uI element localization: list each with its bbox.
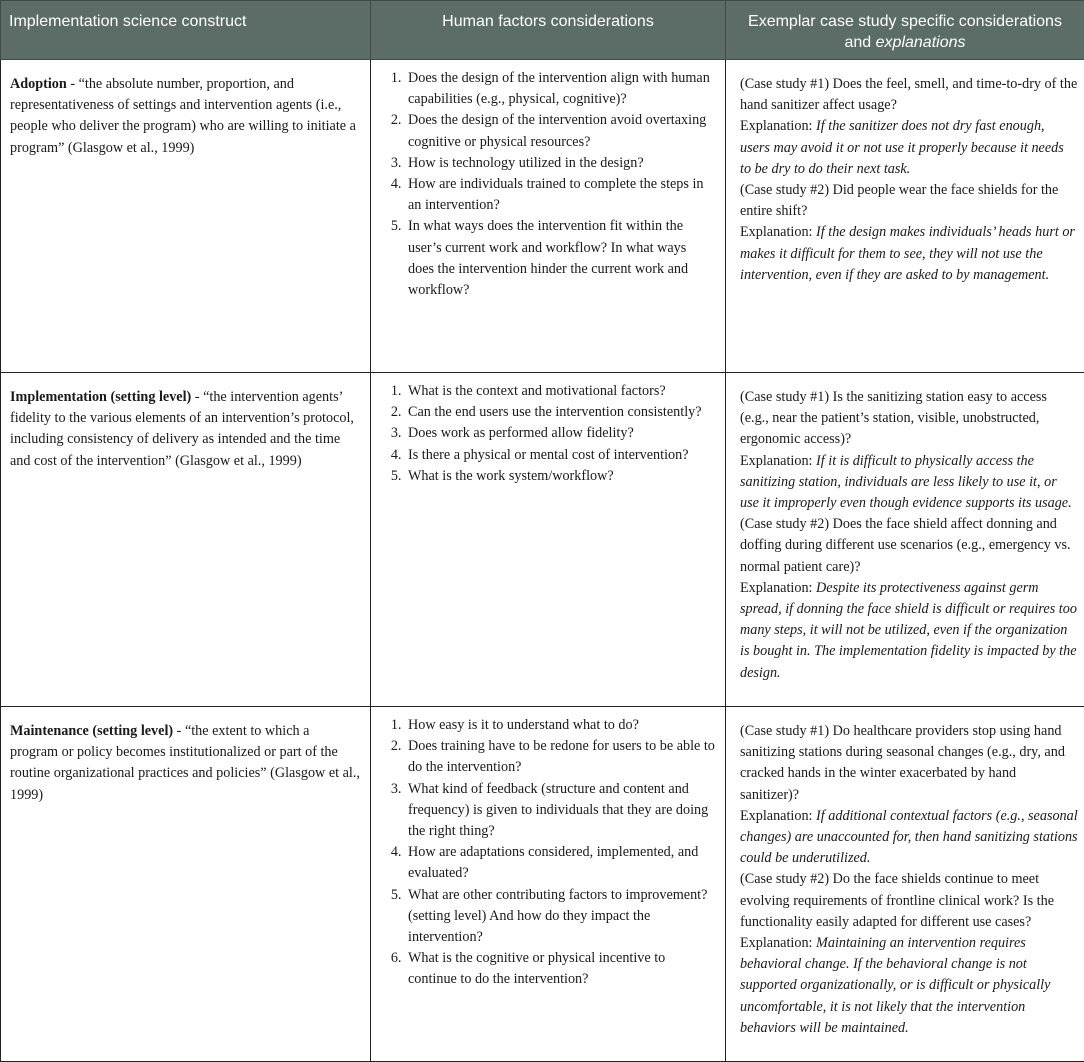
list-item: 4. How are adaptations considered, implemented, and evaluated?	[405, 842, 715, 884]
case-study-cell	[726, 60, 1084, 373]
construct-cell	[1, 60, 371, 373]
construct-cell	[1, 373, 371, 707]
table-row-adoption	[1, 60, 1084, 373]
list-item: 1. Does the design of the intervention align with human capabilities (e.g., physical, cognitive)?	[405, 68, 715, 110]
list-item: 5. What are other contributing factors to improvement? (setting level) And how do they impact the intervention?	[405, 885, 715, 949]
construct-cell	[1, 707, 371, 1062]
list-item: 3. What kind of feedback (structure and content and frequency) is given to individuals that they are doing the right thing?	[405, 779, 715, 843]
construct-definition: - “the extent to which a program or policy becomes institutionalized or part of the routine organizational practices and policies” (Glasgow et al., 1999)	[10, 723, 360, 803]
header-human-factors: Human factors considerations	[371, 1, 726, 60]
case-study-1-explanation: Explanation: If additional contextual factors (e.g., seasonal changes) are unaccounted for, then hand sanitizing stations could be underutilized.	[740, 806, 1078, 870]
header-construct: Implementation science construct	[1, 1, 371, 60]
case-study-2-question: (Case study #2) Do the face shields continue to meet evolving requirements of frontline clinical work? Is the functionality easily adapted for different use cases?	[740, 869, 1078, 933]
construct-definition: - “the absolute number, proportion, and representativeness of settings and intervention agents (i.e., people who deliver the program) who are willing to initiate a program” (Glasgow et al., 1999)	[10, 76, 356, 156]
list-item: 3. How is technology utilized in the design?	[405, 153, 715, 174]
list-item: 2. Does the design of the intervention avoid overtaxing cognitive or physical resources?	[405, 110, 715, 152]
construct-term: Maintenance (setting level)	[10, 723, 173, 739]
case-study-2-explanation: Explanation: Maintaining an intervention requires behavioral change. If the behavioral change is not supported organizationally, or is difficult or physically uncomfortable, it is not likely that the intervention behaviors will be maintained.	[740, 933, 1078, 1039]
human-factors-cell	[371, 707, 726, 1062]
list-item: 1. How easy is it to understand what to do?	[405, 715, 715, 736]
construct-term: Implementation (setting level)	[10, 389, 191, 405]
list-item: 4. Is there a physical or mental cost of intervention?	[405, 445, 715, 466]
list-item: 5. In what ways does the intervention fit within the user’s current work and workflow? In what ways does the intervention hinder the current work and workflow?	[405, 216, 715, 301]
case-study-2-explanation: Explanation: Despite its protectiveness against germ spread, if donning the face shield is difficult or requires too many steps, it will not be utilized, even if the organization is bought in. The implementation fidelity is impacted by the design.	[740, 578, 1078, 684]
list-item: 3. Does work as performed allow fidelity?	[405, 423, 715, 444]
case-study-2-question: (Case study #2) Does the face shield affect donning and doffing during different use scenarios (e.g., emergency vs. normal patient care)?	[740, 514, 1078, 578]
case-study-1-explanation: Explanation: If the sanitizer does not dry fast enough, users may avoid it or not use it properly because it needs to be dry to do their next task.	[740, 116, 1078, 180]
human-factors-cell	[371, 373, 726, 707]
human-factors-cell	[371, 60, 726, 373]
case-study-cell	[726, 373, 1084, 707]
list-item: 5. What is the work system/workflow?	[405, 466, 715, 487]
list-item: 6. What is the cognitive or physical incentive to continue to do the intervention?	[405, 948, 715, 990]
construct-definition: - “the intervention agents’ fidelity to the various elements of an intervention’s protocol, including consistency of delivery as intended and the time and cost of the intervention” (Glasgow et al., 1999)	[10, 389, 354, 469]
case-study-1-question: (Case study #1) Do healthcare providers stop using hand sanitizing stations during seasonal changes (e.g., dry, and cracked hands in the winter exacerbated by hand sanitizer)?	[740, 721, 1078, 806]
header-case-study: Exemplar case study specific considerations and explanations	[726, 1, 1084, 60]
case-study-1-explanation: Explanation: If it is difficult to physically access the sanitizing station, individuals are less likely to use it, or use it improperly even though evidence supports its usage.	[740, 451, 1078, 515]
case-study-2-question: (Case study #2) Did people wear the face shields for the entire shift?	[740, 180, 1078, 222]
case-study-1-question: (Case study #1) Does the feel, smell, and time-to-dry of the hand sanitizer affect usage?	[740, 74, 1078, 116]
list-item: 2. Can the end users use the intervention consistently?	[405, 402, 715, 423]
list-item: 1. What is the context and motivational factors?	[405, 381, 715, 402]
header-case-study-emphasis: explanations	[876, 34, 966, 51]
questions-list	[385, 715, 715, 991]
list-item: 2. Does training have to be redone for users to be able to do the intervention?	[405, 736, 715, 778]
list-item: 4. How are individuals trained to complete the steps in an intervention?	[405, 174, 715, 216]
table-row-implementation	[1, 373, 1084, 707]
case-study-1-question: (Case study #1) Is the sanitizing station easy to access (e.g., near the patient’s station, visible, unobstructed, ergonomic access)?	[740, 387, 1078, 451]
case-study-2-explanation: Explanation: If the design makes individuals’ heads hurt or makes it difficult for them to see, they will not use the intervention, even if they are asked to by management.	[740, 222, 1078, 286]
construct-term: Adoption	[10, 76, 67, 92]
case-study-cell	[726, 707, 1084, 1062]
header-row	[1, 1, 1084, 60]
table-row-maintenance	[1, 707, 1084, 1062]
questions-list	[385, 68, 715, 301]
questions-list	[385, 381, 715, 487]
